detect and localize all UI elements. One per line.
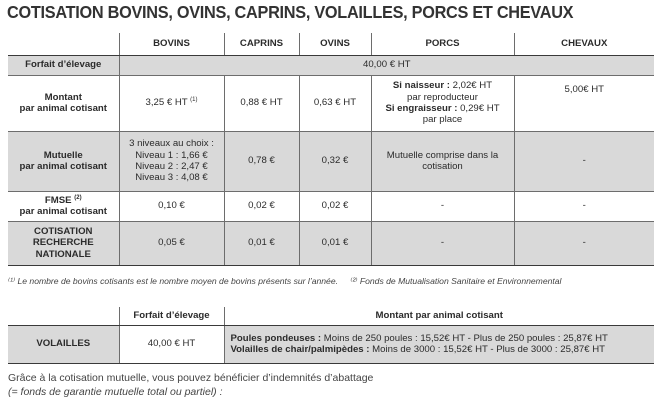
row-label-recherche: COTISATION RECHERCHE NATIONALE [8,221,119,265]
volailles-table [8,307,654,364]
recherche-ovins: 0,01 € [299,221,371,265]
header-empty [8,307,119,325]
header-ovins: OVINS [299,33,371,55]
footnote-2: ⁽²⁾ Fonds de Mutualisation Sanitaire et Environnemental [350,276,562,286]
row-label-mutuelle: Mutuelle par animal cotisant [8,131,119,191]
volailles-montant: Poules pondeuses : Moins de 250 poules : 15,52€ HT - Plus de 250 poules : 25,87€ HT Volailles de chair/palmipèdes : Moins de 3000 : 15,52€ HT - Plus de 3000 : 25,87€ HT [224,325,654,363]
recherche-chevaux: - [514,221,654,265]
header-forfait: Forfait d’élevage [119,307,224,325]
header-porcs: PORCS [371,33,514,55]
fmse-bovins: 0,10 € [119,191,224,221]
table-row [8,55,654,75]
header-caprins: CAPRINS [224,33,299,55]
table-row [8,325,654,363]
mutuelle-ovins: 0,32 € [299,131,371,191]
fmse-chevaux: - [514,191,654,221]
montant-caprins: 0,88 € HT [224,75,299,131]
mutuelle-caprins: 0,78 € [224,131,299,191]
header-chevaux: CHEVAUX [514,33,654,55]
cotisation-table [8,33,654,266]
montant-porcs: Si naisseur : 2,02€ HT par reproducteur Si engraisseur : 0,29€ HT par place [371,75,514,131]
row-label-forfait: Forfait d’élevage [8,55,119,75]
row-label-fmse: FMSE $^{(2)}$ par animal cotisant [8,191,119,221]
header-montant: Montant par animal cotisant [224,307,654,325]
mutuelle-chevaux: - [514,131,654,191]
montant-bovins: 3,25 € HT $^{(1)}$ [119,75,224,131]
mutuelle-bovins: 3 niveaux au choix : Niveau 1 : 1,66 € Niveau 2 : 2,47 € Niveau 3 : 4,08 € [119,131,224,191]
mutuelle-porcs: Mutuelle comprise dans la cotisation [371,131,514,191]
row-label-montant: Montant par animal cotisant [8,75,119,131]
page-title: COTISATION BOVINS, OVINS, CAPRINS, VOLAILLES, PORCS ET CHEVAUX [7,2,574,22]
table-row [8,131,654,191]
montant-ovins: 0,63 € HT [299,75,371,131]
fmse-caprins: 0,02 € [224,191,299,221]
fmse-ovins: 0,02 € [299,191,371,221]
montant-chevaux: 5,00€ HT [514,75,654,131]
row-label-volailles: VOLAILLES [8,325,119,363]
forfait-value: 40,00 € HT [119,55,654,75]
footnotes [8,276,561,287]
table-row [8,75,654,131]
recherche-porcs: - [371,221,514,265]
bottom-paragraph [8,372,373,399]
volailles-forfait: 40,00 € HT [119,325,224,363]
header-empty [8,33,119,55]
header-bovins: BOVINS [119,33,224,55]
bottom-line-1: Grâce à la cotisation mutuelle, vous pouvez bénéficier d’indemnités d’abattage [8,372,374,384]
footnote-1: ⁽¹⁾ Le nombre de bovins cotisants est le nombre moyen de bovins présents sur l’année. [8,276,339,286]
fmse-porcs: - [371,191,514,221]
recherche-bovins: 0,05 € [119,221,224,265]
recherche-caprins: 0,01 € [224,221,299,265]
bottom-line-2: (= fonds de garantie mutuelle total ou partiel) : [8,385,223,398]
table-row [8,221,654,265]
table-row [8,191,654,221]
